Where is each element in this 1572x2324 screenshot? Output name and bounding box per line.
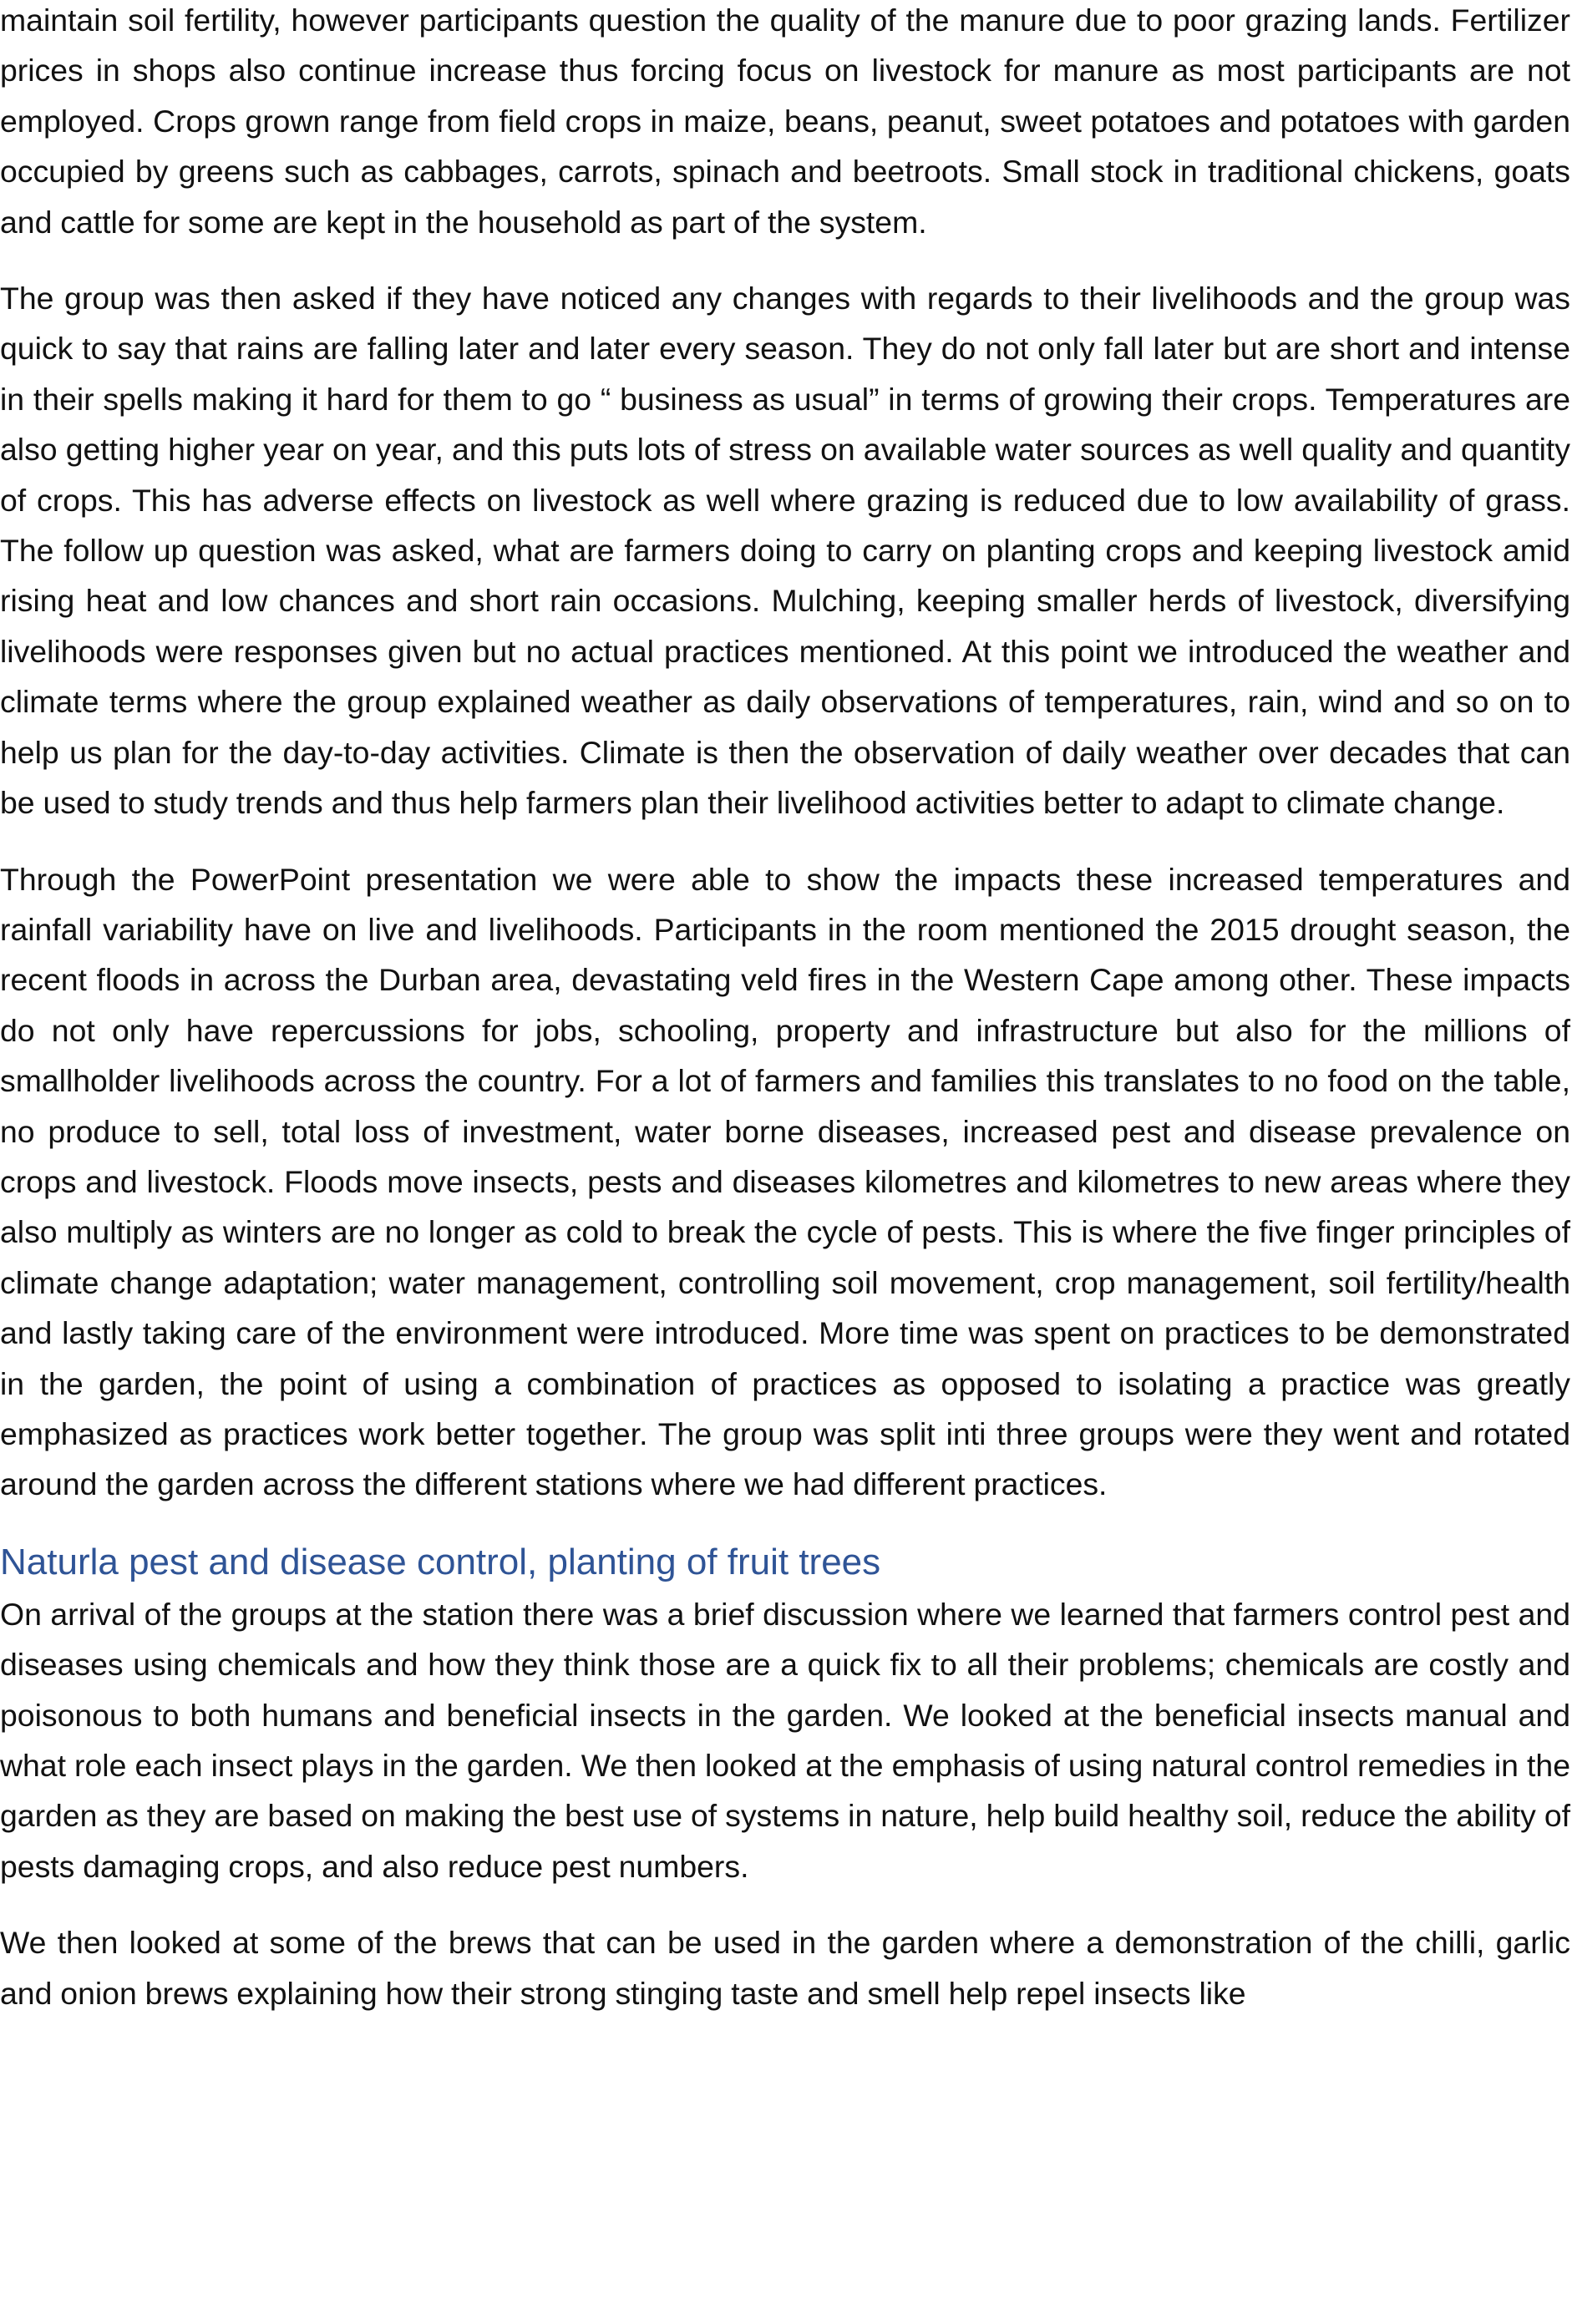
body-paragraph: The group was then asked if they have noticed any changes with regards to their livelihoods and the group was quick to say that rains are falling later and later every season. They do not only fall later but are short and intense in their spells making it hard for them to go “ business as usual” in terms of growing their crops. Temperatures are also getting higher year on year, and this puts lots of stress on available water sources as well quality and quantity of crops. This has adverse effects on livestock as well where grazing is reduced due to low availability of grass. The follow up question was asked, what are farmers doing to carry on planting crops and keeping livestock amid rising heat and low chances and short rain occasions. Mulching, keeping smaller herds of livestock, diversifying livelihoods were responses given but no actual practices mentioned. At this point we introduced the weather and climate terms where the group explained weather as daily observations of temperatures, rain, wind and so on to help us plan for the day-to-day activities. Climate is then the observation of daily weather over decades that can be used to study trends and thus help farmers plan their livelihood activities better to adapt to climate change. [0, 281, 1570, 821]
section-heading: Naturla pest and disease control, planting of fruit trees [0, 1541, 881, 1582]
body-paragraph: On arrival of the groups at the station there was a brief discussion where we learned that farmers control pest and diseases using chemicals and how they think those are a quick fix to all their problems; chemicals are costly and poisonous to both humans and beneficial insects in the garden. We looked at the beneficial insects manual and what role each insect plays in the garden. We then looked at the emphasis of using natural control remedies in the garden as they are based on making the best use of systems in nature, help build healthy soil, reduce the ability of pests damaging crops, and also reduce pest numbers. [0, 1596, 1570, 1884]
body-paragraph: maintain soil fertility, however participants question the quality of the manure due to poor grazing lands. Fertilizer prices in shops also continue increase thus forcing focus on livestock for manure as most participants are not employed. Crops grown range from field crops in maize, beans, peanut, sweet potatoes and potatoes with garden occupied by greens such as cabbages, carrots, spinach and beetroots. Small stock in traditional chickens, goats and cattle for some are kept in the household as part of the system. [0, 3, 1570, 240]
body-paragraph: We then looked at some of the brews that can be used in the garden where a demonstration of the chilli, garlic and onion brews explaining how their strong stinging taste and smell help repel insects like [0, 1925, 1570, 2011]
body-paragraph: Through the PowerPoint presentation we were able to show the impacts these increased temperatures and rainfall variability have on live and livelihoods. Participants in the room mentioned the 2015 drought season, the recent floods in across the Durban area, devastating veld fires in the Western Cape among other. These impacts do not only have repercussions for jobs, schooling, property and infrastructure but also for the millions of smallholder livelihoods across the country. For a lot of farmers and families this translates to no food on the table, no produce to sell, total loss of investment, water borne diseases, increased pest and disease prevalence on crops and livestock. Floods move insects, pests and diseases kilometres and kilometres to new areas where they also multiply as winters are no longer as cold to break the cycle of pests. This is where the five finger principles of climate change adaptation; water management, controlling soil movement, crop management, soil fertility/health and lastly taking care of the environment were introduced. More time was spent on practices to be demonstrated in the garden, the point of using a combination of practices as opposed to isolating a practice was greatly emphasized as practices work better together. The group was split inti three groups were they went and rotated around the garden across the different stations where we had different practices. [0, 861, 1570, 1502]
